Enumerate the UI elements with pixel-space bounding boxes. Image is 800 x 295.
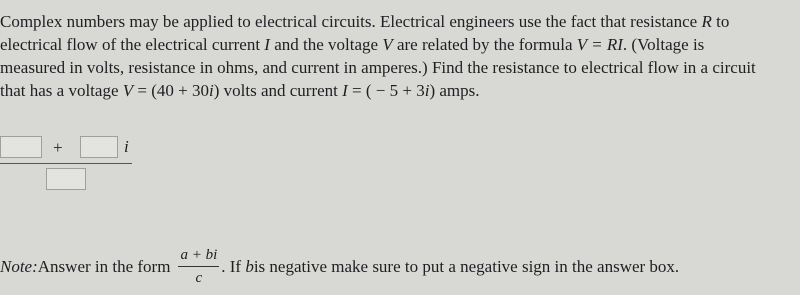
problem-text: measured in volts, resistance in ohms, and current in amperes.) Find the resistance to electrical flow in a circuit	[0, 58, 756, 77]
answer-form-fraction	[178, 246, 219, 287]
answer-fraction	[0, 132, 135, 192]
variable-v: V	[122, 81, 134, 100]
problem-text: ) amps.	[429, 81, 480, 100]
problem-text: and the voltage	[269, 35, 383, 54]
note-text: . If	[221, 256, 242, 276]
problem-line-1	[0, 10, 795, 33]
plus-sign: +	[53, 138, 63, 157]
note-text: is negative make sure to put a negative sign in the answer box.	[253, 256, 680, 276]
variable-i: I	[342, 81, 348, 100]
real-part-input[interactable]	[0, 136, 42, 158]
note	[0, 246, 679, 287]
variable-i: I	[264, 35, 270, 54]
problem-statement	[0, 10, 795, 102]
variable-b: b	[245, 256, 254, 276]
problem-line-3	[0, 56, 795, 79]
problem-text: electrical flow of the electrical current	[0, 35, 265, 54]
problem-line-2	[0, 33, 795, 56]
note-text: Answer in the form	[37, 256, 171, 276]
problem-text: that has a voltage	[0, 81, 123, 100]
fraction-bar	[0, 163, 132, 164]
problem-text: to	[711, 12, 730, 31]
imaginary-unit: i	[424, 81, 430, 100]
form-denominator: c	[195, 270, 203, 286]
variable-r: R	[701, 12, 712, 31]
problem-text: Complex numbers may be applied to electrical circuits. Electrical engineers use the fact that resistance	[0, 12, 702, 31]
form-numerator: a + bi	[178, 246, 219, 267]
problem-text: ) volts and current	[213, 81, 343, 100]
problem-text: . (Voltage is	[622, 35, 705, 54]
variable-v: V	[382, 35, 393, 54]
problem-line-4	[0, 79, 795, 102]
note-label: Note:	[0, 256, 38, 276]
denominator-input[interactable]	[46, 168, 86, 190]
voltage-value: = (40 + 30	[133, 81, 209, 100]
imaginary-part-input[interactable]	[80, 136, 118, 158]
imaginary-unit: i	[208, 81, 214, 100]
current-value: = ( − 5 + 3	[347, 81, 425, 100]
imaginary-unit-label: i	[124, 137, 129, 156]
formula-v-equals-ri: V = RI	[576, 35, 623, 54]
problem-text: are related by the formula	[392, 35, 577, 54]
